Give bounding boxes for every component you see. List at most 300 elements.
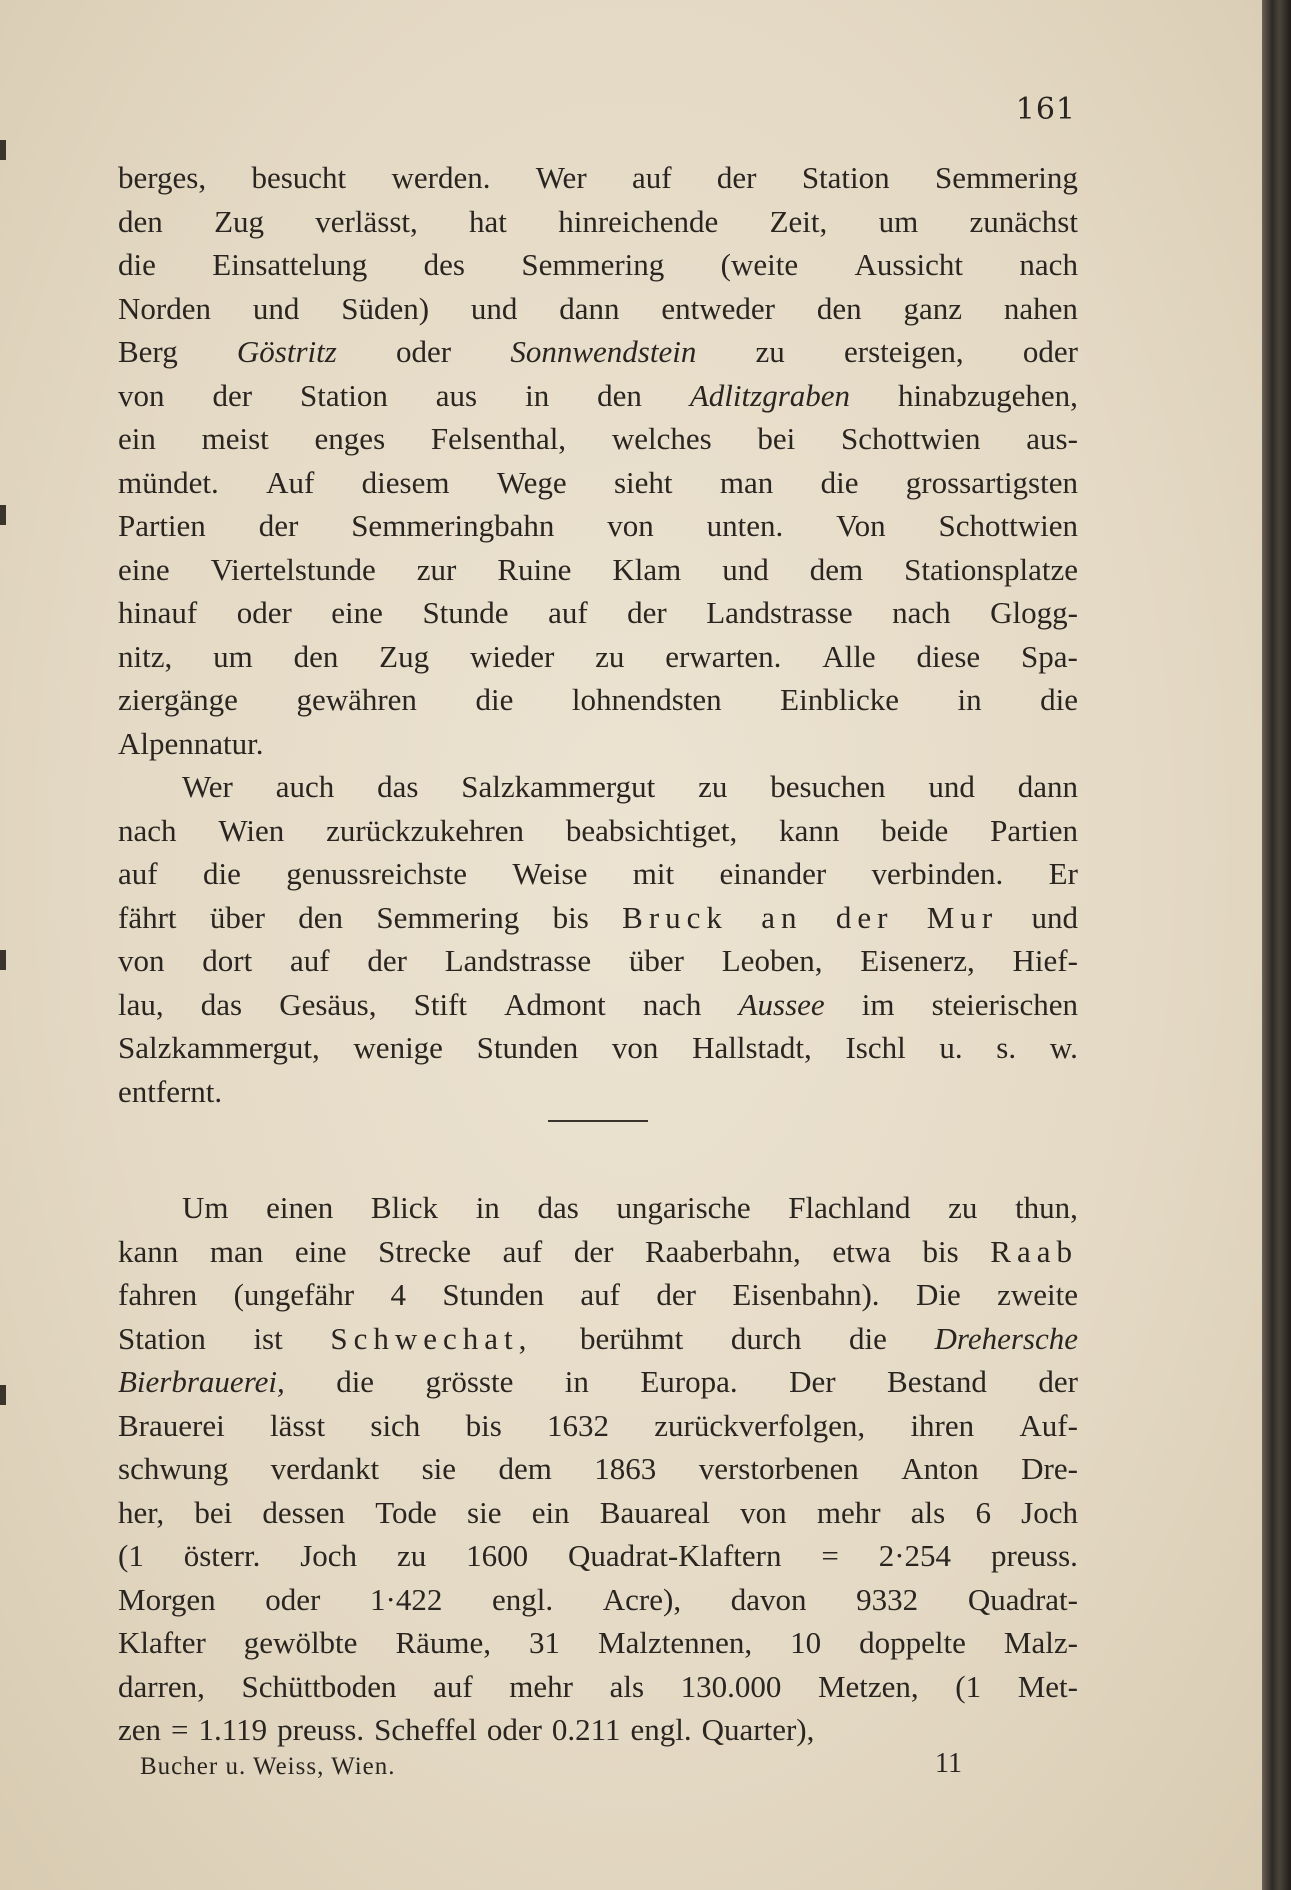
word: 10 bbox=[790, 1625, 822, 1660]
text-line bbox=[118, 1273, 1078, 1317]
word: ein bbox=[118, 421, 156, 456]
word: hat bbox=[469, 203, 507, 239]
word: dort bbox=[202, 943, 253, 978]
section-divider bbox=[548, 1120, 648, 1122]
word: Um bbox=[182, 1190, 229, 1225]
word: diesem bbox=[361, 464, 450, 500]
word: Met- bbox=[1017, 1668, 1078, 1704]
word: man bbox=[719, 464, 774, 500]
word: Europa. bbox=[640, 1364, 738, 1399]
word: Salzkammergut, bbox=[118, 1030, 320, 1065]
word: Schottwien bbox=[938, 508, 1078, 543]
word: dem bbox=[809, 551, 864, 587]
word: Schwechat, bbox=[330, 1320, 533, 1356]
word: mehr bbox=[509, 1668, 573, 1704]
text-line bbox=[118, 1534, 1078, 1578]
word: steierischen bbox=[931, 986, 1078, 1022]
word: Zeit, bbox=[769, 203, 828, 239]
word: über bbox=[628, 943, 684, 978]
word: von bbox=[118, 377, 165, 413]
text-line bbox=[118, 374, 1078, 418]
word: auf bbox=[118, 856, 158, 891]
word: den bbox=[816, 290, 862, 326]
word: Auf bbox=[266, 464, 315, 500]
text-line bbox=[118, 330, 1078, 374]
word: um bbox=[878, 203, 919, 239]
word: Eisenerz, bbox=[860, 943, 975, 978]
word: entfernt. bbox=[118, 1073, 223, 1109]
word: Salzkammergut bbox=[461, 769, 656, 804]
word: bis bbox=[922, 1233, 959, 1269]
word: bei bbox=[194, 1494, 233, 1530]
word: in bbox=[564, 1364, 589, 1399]
word: Er bbox=[1048, 856, 1078, 891]
word: hinreichende bbox=[558, 203, 719, 239]
text-block-2 bbox=[118, 1186, 1078, 1752]
word: Station bbox=[300, 377, 388, 413]
word: die bbox=[118, 247, 156, 282]
word: die bbox=[1040, 682, 1078, 717]
word: wieder bbox=[469, 638, 555, 674]
word: als bbox=[910, 1494, 946, 1530]
word: dem bbox=[498, 1451, 552, 1486]
text-line bbox=[118, 1026, 1078, 1070]
word: sieht bbox=[613, 464, 673, 500]
word: Semmering bbox=[376, 899, 520, 935]
word: die bbox=[849, 1320, 887, 1356]
word: die bbox=[336, 1364, 375, 1399]
word: schwung bbox=[118, 1451, 229, 1486]
word: Zug bbox=[214, 203, 264, 239]
word: (1 bbox=[955, 1668, 982, 1704]
text-line bbox=[118, 939, 1078, 983]
word: Tode bbox=[375, 1494, 437, 1530]
word: Drehersche bbox=[934, 1320, 1078, 1356]
word: das bbox=[377, 769, 419, 804]
word: 31 bbox=[529, 1625, 561, 1660]
word: darren, bbox=[118, 1668, 205, 1704]
word: und bbox=[928, 769, 975, 804]
text-line bbox=[118, 1404, 1078, 1448]
word: Gesäus, bbox=[279, 986, 377, 1022]
word: enges bbox=[314, 421, 386, 456]
word: davon bbox=[730, 1581, 807, 1617]
word: zu bbox=[755, 334, 785, 369]
word: sie bbox=[421, 1451, 456, 1486]
word: zur bbox=[416, 551, 457, 587]
text-line bbox=[118, 983, 1078, 1027]
word: Station bbox=[801, 160, 890, 195]
word: von bbox=[118, 943, 165, 978]
word: zen bbox=[118, 1712, 162, 1747]
word: (ungefähr bbox=[233, 1277, 355, 1312]
word: Flachland bbox=[788, 1190, 911, 1225]
word: Bauareal bbox=[599, 1494, 710, 1530]
word: besuchen bbox=[770, 769, 886, 804]
word: zurückzukehren bbox=[326, 812, 525, 848]
word: 9332 bbox=[856, 1581, 919, 1617]
text-line bbox=[118, 1317, 1078, 1361]
word: Bruck bbox=[622, 899, 728, 935]
word: u. bbox=[939, 1030, 963, 1065]
word: Auf- bbox=[1019, 1407, 1078, 1443]
text-line bbox=[118, 852, 1078, 896]
word: Landstrasse bbox=[706, 595, 853, 630]
word: meist bbox=[201, 421, 269, 456]
word: Weise bbox=[512, 856, 588, 891]
word: kann bbox=[118, 1233, 179, 1269]
word: der bbox=[258, 508, 299, 543]
word: zu bbox=[396, 1538, 427, 1573]
word: dann bbox=[1017, 769, 1078, 804]
word: berges, bbox=[118, 160, 207, 195]
word: Stift bbox=[413, 986, 468, 1022]
word: Joch bbox=[300, 1538, 358, 1573]
word: oder bbox=[265, 1581, 321, 1617]
printer-imprint: Bucher u. Weiss, Wien. bbox=[140, 1753, 396, 1780]
word: des bbox=[423, 247, 465, 282]
word: berühmt bbox=[579, 1320, 684, 1356]
word: bis bbox=[465, 1407, 502, 1443]
word: von bbox=[740, 1494, 787, 1530]
word: und bbox=[252, 290, 300, 326]
text-line bbox=[118, 1665, 1078, 1709]
text-line bbox=[118, 635, 1078, 679]
word: thun, bbox=[1015, 1190, 1078, 1225]
word: Alpennatur. bbox=[118, 725, 264, 761]
text-line bbox=[118, 1230, 1078, 1274]
word: Hief- bbox=[1012, 943, 1078, 978]
word: auf bbox=[433, 1668, 473, 1704]
word: nach bbox=[118, 812, 177, 848]
word: lau, bbox=[118, 986, 164, 1022]
word: auch bbox=[275, 769, 335, 804]
text-line bbox=[118, 591, 1078, 635]
word: hinauf bbox=[118, 595, 198, 630]
word: nach bbox=[1019, 247, 1078, 282]
word: Stationsplatze bbox=[904, 551, 1078, 587]
word: Stunde bbox=[422, 595, 509, 630]
word: besucht bbox=[251, 160, 347, 195]
word: Süden) bbox=[341, 290, 430, 326]
word: Stunden bbox=[476, 1030, 579, 1065]
word: w. bbox=[1049, 1030, 1078, 1065]
word: ganz bbox=[903, 290, 962, 326]
word: zu bbox=[595, 638, 625, 674]
word: 0.211 bbox=[551, 1712, 621, 1747]
word: der bbox=[573, 1233, 614, 1269]
word: zweite bbox=[997, 1277, 1078, 1312]
word: ziergänge bbox=[118, 682, 238, 717]
text-line bbox=[118, 1447, 1078, 1491]
word: diese bbox=[916, 638, 981, 674]
page-edge-mark bbox=[0, 140, 6, 160]
word: auf bbox=[502, 1233, 543, 1269]
word: werden. bbox=[391, 160, 491, 195]
word: 1·422 bbox=[370, 1581, 443, 1617]
word: verbinden. bbox=[871, 856, 1004, 891]
page-edge-mark bbox=[0, 505, 6, 525]
text-line bbox=[118, 1708, 1078, 1752]
word: 1600 bbox=[466, 1538, 529, 1573]
word: engl. bbox=[491, 1581, 554, 1617]
word: eine bbox=[331, 595, 383, 630]
text-line bbox=[118, 417, 1078, 461]
word: Zug bbox=[379, 638, 430, 674]
word: den bbox=[597, 377, 642, 413]
word: Stunden bbox=[442, 1277, 544, 1312]
word: der bbox=[627, 595, 667, 630]
word: Eisenbahn). bbox=[732, 1277, 880, 1312]
word: lohnendsten bbox=[571, 682, 722, 717]
word: durch bbox=[730, 1320, 802, 1356]
text-line bbox=[118, 461, 1078, 505]
word: oder bbox=[486, 1712, 542, 1747]
word: Bestand bbox=[887, 1364, 987, 1399]
text-line bbox=[118, 1621, 1078, 1665]
word: Blick bbox=[370, 1190, 439, 1225]
word: ungarische bbox=[616, 1190, 751, 1225]
word: Admont bbox=[504, 986, 606, 1022]
word: nach bbox=[892, 595, 951, 630]
word: und bbox=[470, 290, 518, 326]
word: der bbox=[716, 160, 757, 195]
word: aus- bbox=[1026, 421, 1078, 456]
word: auf bbox=[290, 943, 330, 978]
word: etwa bbox=[832, 1233, 891, 1269]
word: (weite bbox=[720, 247, 799, 282]
word: Acre), bbox=[602, 1581, 682, 1617]
word: entweder bbox=[661, 290, 775, 326]
text-line bbox=[118, 504, 1078, 548]
text-line bbox=[118, 243, 1078, 287]
word: und bbox=[722, 551, 769, 587]
word: zu bbox=[698, 769, 728, 804]
word: gewölbte bbox=[243, 1625, 358, 1660]
text-line bbox=[118, 200, 1078, 244]
word: Klafter bbox=[118, 1625, 206, 1660]
word: eine bbox=[118, 551, 170, 587]
word: wenige bbox=[353, 1030, 443, 1065]
word: s. bbox=[996, 1030, 1017, 1065]
word: man bbox=[209, 1233, 264, 1269]
word: lässt bbox=[269, 1407, 326, 1443]
word: Ruine bbox=[497, 551, 572, 587]
word: Partien bbox=[118, 508, 206, 543]
word: Ischl bbox=[845, 1030, 906, 1065]
word: Landstrasse bbox=[444, 943, 592, 978]
page-edge-mark bbox=[0, 950, 6, 970]
word: beide bbox=[881, 812, 949, 848]
word: Einblicke bbox=[780, 682, 899, 717]
word: in bbox=[525, 377, 550, 413]
word: preuss. bbox=[990, 1538, 1078, 1573]
word: 1632 bbox=[547, 1407, 610, 1443]
word: eine bbox=[294, 1233, 347, 1269]
word: mit bbox=[632, 856, 675, 891]
word: aus bbox=[435, 377, 478, 413]
word: nach bbox=[642, 986, 702, 1022]
text-line bbox=[118, 548, 1078, 592]
word: Partien bbox=[990, 812, 1078, 848]
word: kann bbox=[779, 812, 840, 848]
text-line bbox=[118, 722, 1078, 766]
word: Raaberbahn, bbox=[645, 1233, 801, 1269]
word: Semmering bbox=[934, 160, 1078, 195]
word: Semmering bbox=[521, 247, 665, 282]
word: Scheffel bbox=[374, 1712, 477, 1747]
word: Malz- bbox=[1003, 1625, 1078, 1660]
word: an bbox=[761, 899, 803, 935]
word: Morgen bbox=[118, 1581, 216, 1617]
word: auf bbox=[631, 160, 672, 195]
word: Joch bbox=[1021, 1494, 1078, 1530]
text-line bbox=[118, 809, 1078, 853]
word: die bbox=[202, 856, 241, 891]
word: Räume, bbox=[395, 1625, 492, 1660]
word: auf bbox=[548, 595, 588, 630]
word: verlässt, bbox=[315, 203, 418, 239]
word: = bbox=[821, 1538, 839, 1573]
word: den bbox=[118, 203, 163, 239]
word: Malztennen, bbox=[598, 1625, 753, 1660]
word: 6 bbox=[975, 1494, 991, 1530]
word: den bbox=[298, 899, 344, 935]
word: Wien bbox=[218, 812, 285, 848]
word: oder bbox=[236, 595, 292, 630]
word: Quadrat-Klaftern bbox=[568, 1538, 782, 1573]
word: dann bbox=[559, 290, 620, 326]
word: Metzen, bbox=[817, 1668, 919, 1704]
word: Spa- bbox=[1021, 638, 1078, 674]
word: das bbox=[200, 986, 243, 1022]
word: die bbox=[820, 464, 859, 500]
text-line bbox=[118, 1070, 1078, 1114]
signature-mark: 11 bbox=[935, 1748, 962, 1779]
word: bei bbox=[757, 421, 796, 456]
word: in bbox=[957, 682, 982, 717]
word: im bbox=[861, 986, 895, 1022]
word: grösste bbox=[425, 1364, 514, 1399]
word: ein bbox=[531, 1494, 570, 1530]
word: Raab bbox=[990, 1233, 1078, 1269]
word: der bbox=[1038, 1364, 1078, 1399]
word: das bbox=[537, 1190, 579, 1225]
word: Viertelstunde bbox=[210, 551, 376, 587]
word: 1863 bbox=[594, 1451, 657, 1486]
word: Alle bbox=[822, 638, 876, 674]
word: der bbox=[656, 1277, 696, 1312]
word: Die bbox=[915, 1277, 961, 1312]
word: einen bbox=[266, 1190, 334, 1225]
text-line bbox=[118, 156, 1078, 200]
word: Sonnwendstein bbox=[510, 334, 697, 369]
word: = bbox=[171, 1712, 189, 1747]
word: Klam bbox=[612, 551, 682, 587]
word: beabsichtiget, bbox=[565, 812, 738, 848]
word: Wege bbox=[496, 464, 567, 500]
word: Einsattelung bbox=[212, 247, 368, 282]
word: erwarten. bbox=[665, 638, 782, 674]
word: engl. bbox=[630, 1712, 692, 1747]
word: Strecke bbox=[378, 1233, 472, 1269]
word: ist bbox=[253, 1320, 283, 1356]
word: Dre- bbox=[1021, 1451, 1078, 1486]
word: zu bbox=[948, 1190, 978, 1225]
word: (1 bbox=[118, 1538, 144, 1573]
word: welches bbox=[611, 421, 712, 456]
word: Berg bbox=[118, 334, 178, 369]
word: zunächst bbox=[969, 203, 1078, 239]
word: Norden bbox=[118, 290, 211, 326]
word: nitz, bbox=[118, 638, 173, 674]
word: oder bbox=[1022, 334, 1078, 369]
word: 2·254 bbox=[878, 1538, 952, 1573]
word: Wer bbox=[182, 769, 233, 804]
word: der bbox=[212, 377, 253, 413]
word: 4 bbox=[390, 1277, 406, 1312]
word: fahren bbox=[118, 1277, 198, 1312]
word: grossartigsten bbox=[905, 464, 1078, 500]
word: österr. bbox=[183, 1538, 261, 1573]
word: Station bbox=[118, 1320, 206, 1356]
word: mündet. bbox=[118, 464, 219, 500]
word: nahen bbox=[1003, 290, 1078, 326]
word: Quarter), bbox=[701, 1712, 815, 1747]
word: in bbox=[475, 1190, 500, 1225]
word: Bierbrauerei, bbox=[118, 1364, 285, 1399]
text-line bbox=[118, 1360, 1078, 1404]
word: der bbox=[367, 943, 407, 978]
word: gewähren bbox=[296, 682, 417, 717]
page-edge-mark bbox=[0, 1385, 6, 1405]
word: Schottwien bbox=[841, 421, 981, 456]
word: Der bbox=[789, 1364, 836, 1399]
text-line bbox=[118, 678, 1078, 722]
word: auf bbox=[580, 1277, 620, 1312]
text-line bbox=[118, 765, 1078, 809]
word: unten. bbox=[706, 508, 784, 543]
text-line bbox=[118, 287, 1078, 331]
page-number: 161 bbox=[1015, 92, 1076, 127]
word: her, bbox=[118, 1494, 165, 1530]
word: preuss. bbox=[277, 1712, 365, 1747]
text-line bbox=[118, 1186, 1078, 1230]
word: verdankt bbox=[270, 1451, 380, 1486]
word: einander bbox=[719, 856, 827, 891]
word: oder bbox=[396, 334, 452, 369]
word: dessen bbox=[262, 1494, 346, 1530]
word: den bbox=[293, 638, 339, 674]
word: Leoben, bbox=[721, 943, 823, 978]
word: Mur bbox=[926, 899, 999, 935]
word: mehr bbox=[816, 1494, 881, 1530]
word: Aussicht bbox=[854, 247, 964, 282]
word: verstorbenen bbox=[698, 1451, 859, 1486]
word: und bbox=[1031, 899, 1078, 935]
word: Aussee bbox=[738, 986, 825, 1022]
word: sie bbox=[467, 1494, 502, 1530]
text-block-1 bbox=[118, 156, 1078, 1113]
word: Anton bbox=[901, 1451, 979, 1486]
text-line bbox=[118, 1491, 1078, 1535]
text-line bbox=[118, 1578, 1078, 1622]
word: Glogg- bbox=[990, 595, 1078, 630]
word: Schüttboden bbox=[241, 1668, 397, 1704]
word: fährt bbox=[118, 899, 177, 935]
word: Hallstadt, bbox=[692, 1030, 812, 1065]
word: als bbox=[609, 1668, 645, 1704]
